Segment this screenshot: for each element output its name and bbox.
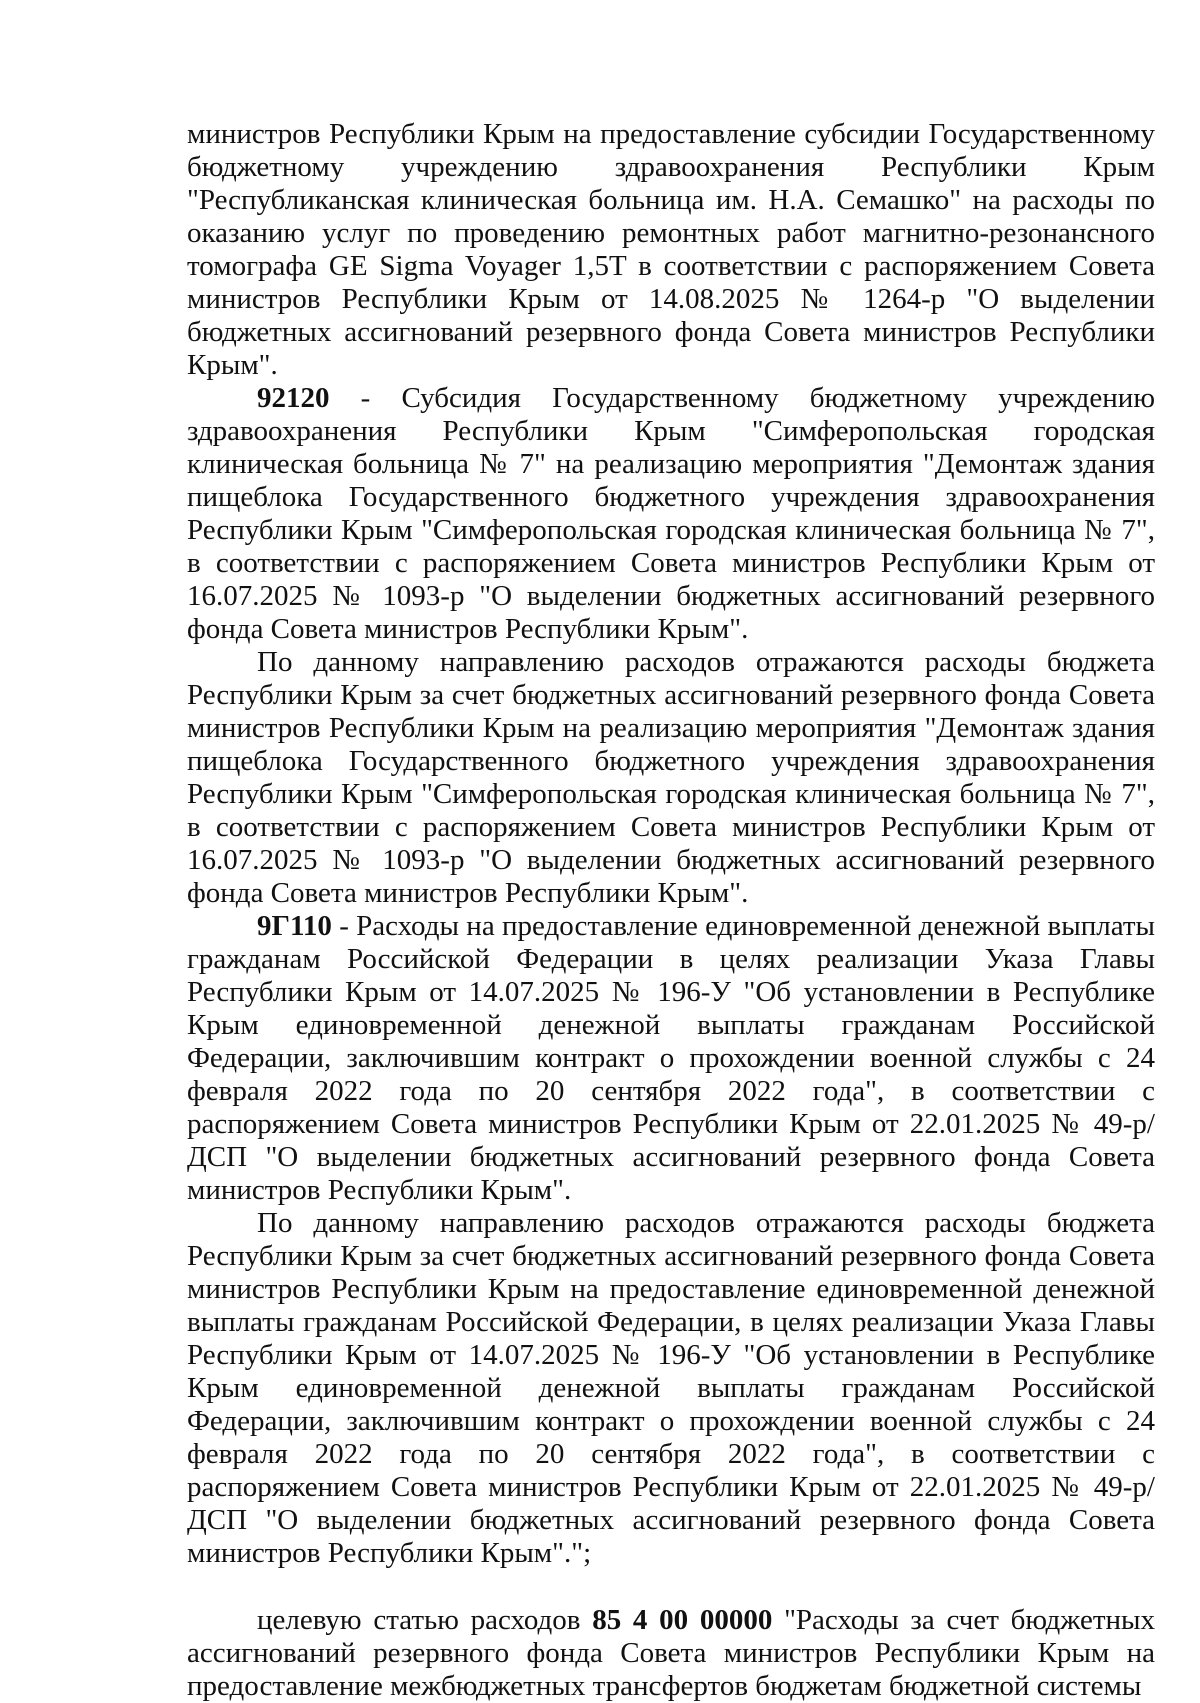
paragraph-text: По данному направлению расходов отражаются расходы бюджета Республики Крым за счет бюджетных ассигнований резервного фонда Совета министров Республики Крым на предоставление единовременной денежной выплаты гражданам Российской Федерации, в целях реализации Указа Главы Республики Крым от 14.07.2025 № 196-У "Об установлении в Республике Крым единовременной денежной выплаты гражданам Российской Федерации, заключившим контракт о прохождении военной службы с 24 февраля 2022 года по 20 сентября 2022 года", в соответствии с распоряжением Совета министров Республики Крым от 22.01.2025 № 49-р/ДСП "О выделении бюджетных ассигнований резервного фонда Совета министров Республики Крым"."; [187,1207,1155,1569]
paragraph-target-article [187,1604,1155,1703]
paragraph-92120-description [187,646,1155,910]
expense-code: 92120 [257,382,330,414]
paragraph-gap [187,1570,1155,1604]
document-body [187,118,1155,1703]
paragraph-text: - Расходы на предоставление единовременной денежной выплаты гражданам Российской Федерации в целях реализации Указа Главы Республики Крым от 14.07.2025 № 196-У "Об установлении в Республике Крым единовременной денежной выплаты гражданам Российской Федерации, заключившим контракт о прохождении военной службы с 24 февраля 2022 года по 20 сентября 2022 года", в соответствии с распоряжением Совета министров Республики Крым от 22.01.2025 № 49-р/ДСП "О выделении бюджетных ассигнований резервного фонда Совета министров Республики Крым". [187,910,1155,1206]
target-article-code: 85 4 00 00000 [592,1604,773,1636]
paragraph-text: По данному направлению расходов отражаются расходы бюджета Республики Крым за счет бюджетных ассигнований резервного фонда Совета министров Республики Крым на реализацию мероприятия "Демонтаж здания пищеблока Государственного бюджетного учреждения здравоохранения Республики Крым "Симферопольская городская клиническая больница № 7", в соответствии с распоряжением Совета министров Республики Крым от 16.07.2025 № 1093-р "О выделении бюджетных ассигнований резервного фонда Совета министров Республики Крым". [187,646,1155,909]
paragraph-92120 [187,382,1155,646]
paragraph-continuation [187,118,1155,382]
paragraph-9g110-description [187,1207,1155,1570]
paragraph-text: "Расходы за счет бюджетных ассигнований резервного фонда Совета министров Республики Крым на предоставление межбюджетных трансфертов бюджетам бюджетной системы [187,1604,1156,1702]
paragraph-text: - Субсидия Государственному бюджетному учреждению здравоохранения Республики Крым "Симферопольская городская клиническая больница № 7" на реализацию мероприятия "Демонтаж здания пищеблока Государственного бюджетного учреждения здравоохранения Республики Крым "Симферопольская городская клиническая больница № 7", в соответствии с распоряжением Совета министров Республики Крым от 16.07.2025 № 1093-р "О выделении бюджетных ассигнований резервного фонда Совета министров Республики Крым". [187,382,1155,645]
expense-code: 9Г110 [257,910,332,942]
paragraph-text: министров Республики Крым на предоставление субсидии Государственному бюджетному учреждению здравоохранения Республики Крым "Республиканская клиническая больница им. Н.А. Семашко" на расходы по оказанию услуг по проведению ремонтных работ магнитно-резонансного томографа GE Sigma Voyager 1,5T в соответствии с распоряжением Совета министров Республики Крым от 14.08.2025 № 1264-р "О выделении бюджетных ассигнований резервного фонда Совета министров Республики Крым". [187,118,1155,381]
paragraph-prefix: целевую статью расходов [257,1604,593,1636]
paragraph-9g110 [187,910,1155,1207]
